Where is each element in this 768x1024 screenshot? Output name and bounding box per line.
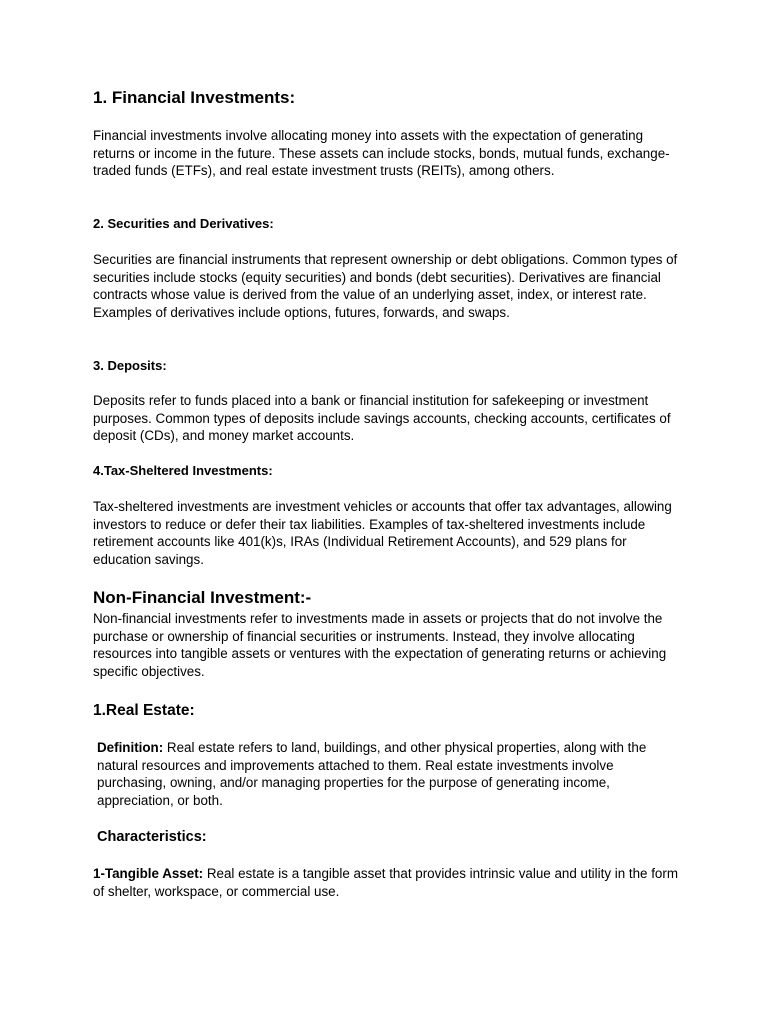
heading-real-estate: 1.Real Estate: (93, 702, 195, 719)
heading-non-financial-investment: Non-Financial Investment:- (93, 588, 312, 607)
heading-characteristics: Characteristics: (97, 829, 207, 845)
definition-label: Definition: (97, 740, 164, 755)
paragraph-definition (93, 739, 683, 809)
definition-text: Real estate refers to land, buildings, and other physical properties, along with the natural resources and improvements attached to them. Real estate investments involve purchasing, owning, and/or managing properties for the purpose of generating income, appreciation, or both. (97, 740, 647, 808)
paragraph-non-financial-investment: Non-financial investments refer to investments made in assets or projects that do not involve the purchase or ownership of financial securities or instruments. Instead, they involve allocating resources into tangible assets or ventures with the expectation of generating returns or achieving specific objectives. (93, 611, 667, 679)
tangible-asset-label: 1-Tangible Asset: (93, 866, 204, 881)
heading-tax-sheltered: 4.Tax-Sheltered Investments: (93, 463, 273, 478)
paragraph-financial-investments: Financial investments involve allocating money into assets with the expectation of generating returns or income in the future. These assets can include stocks, bonds, mutual funds, exchange-traded funds (ETFs), and real estate investment trusts (REITs), among others. (93, 128, 670, 179)
paragraph-deposits: Deposits refer to funds placed into a bank or financial institution for safekeeping or investment purposes. Common types of deposits include savings accounts, checking accounts, certificates of deposit (CDs), and money market accounts. (93, 393, 671, 444)
paragraph-tax-sheltered: Tax-sheltered investments are investment vehicles or accounts that offer tax advantages, allowing investors to reduce or defer their tax liabilities. Examples of tax-sheltered investments include retirement accounts like 401(k)s, IRAs (Individual Retirement Accounts), and 529 plans for education savings. (93, 499, 672, 567)
paragraph-tangible-asset (93, 865, 683, 900)
heading-financial-investments: 1. Financial Investments: (93, 88, 296, 107)
paragraph-securities-derivatives: Securities are financial instruments that represent ownership or debt obligations. Common types of securities include stocks (equity securities) and bonds (debt securities). Derivatives are financial contracts whose value is derived from the value of an underlying asset, index, or interest rate. Examples of derivatives include options, futures, forwards, and swaps. (93, 252, 678, 320)
heading-deposits: 3. Deposits: (93, 358, 167, 373)
heading-securities-derivatives: 2. Securities and Derivatives: (93, 216, 274, 231)
tangible-asset-text: Real estate is a tangible asset that provides intrinsic value and utility in the form of shelter, workspace, or commercial use. (93, 866, 678, 899)
